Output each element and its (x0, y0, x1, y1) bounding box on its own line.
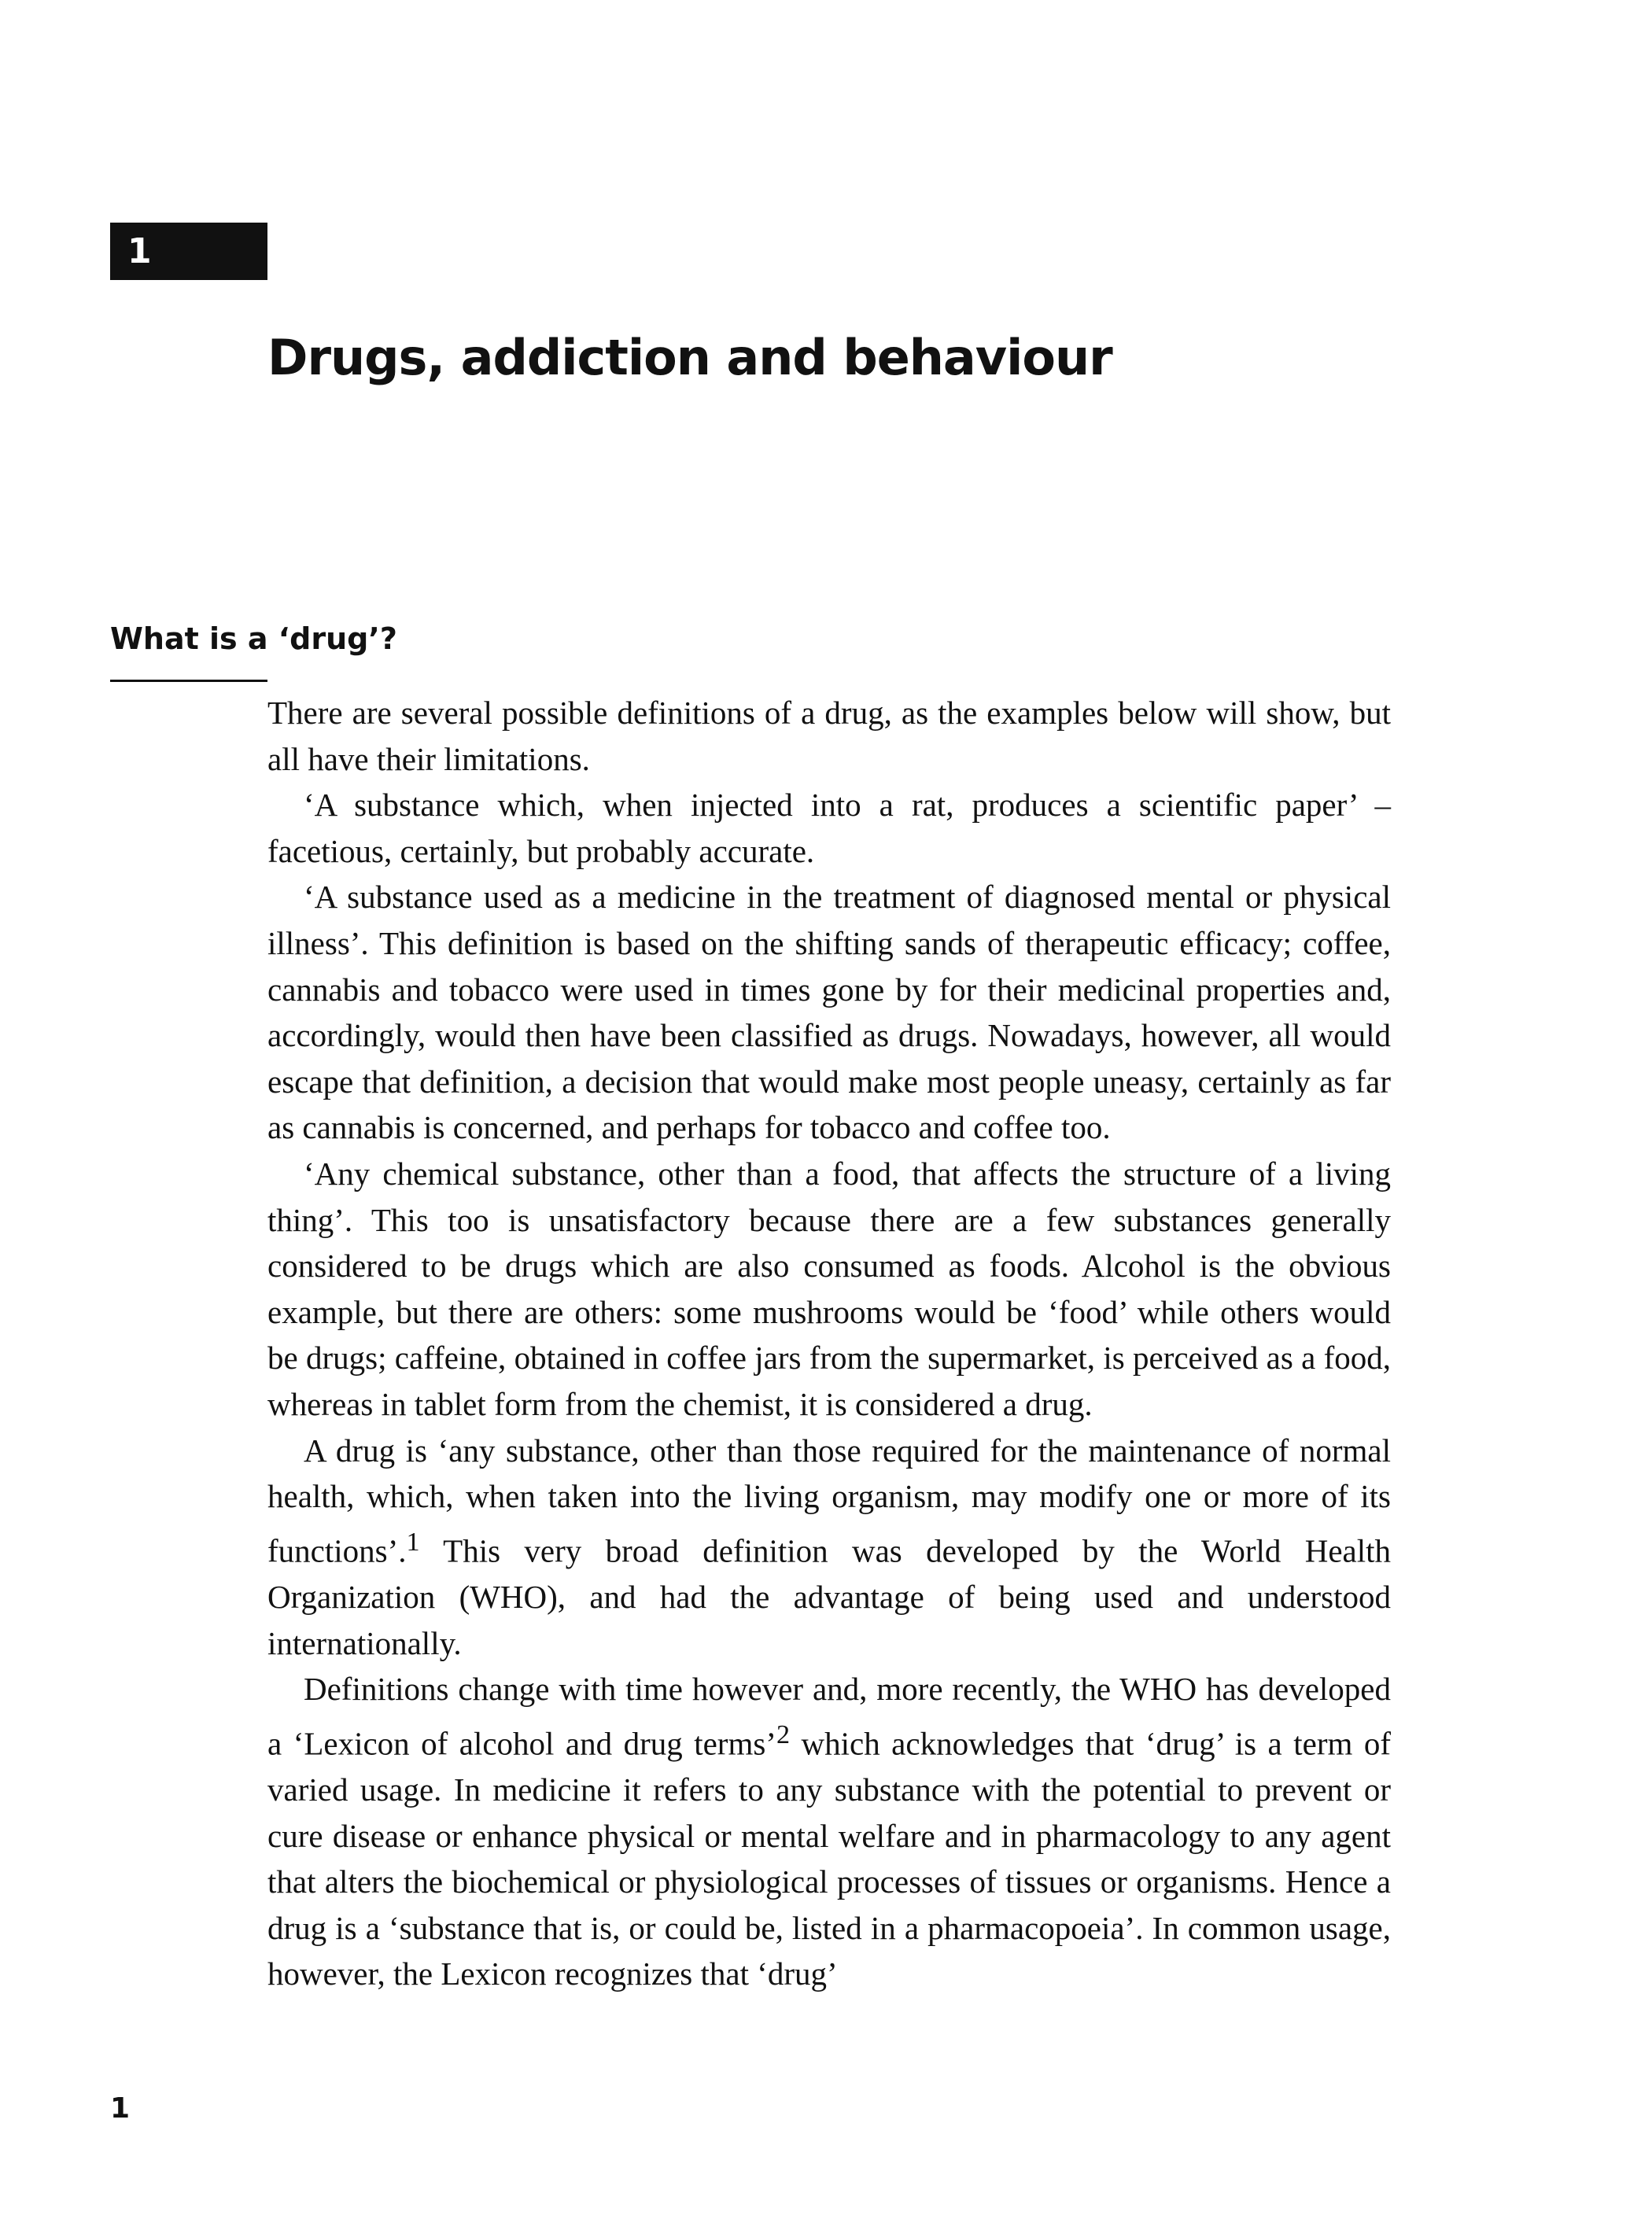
paragraph-2: ‘A substance which, when injected into a rat, produces a scientific paper’ – facetious, certainly, but probably accurate. (267, 787, 1391, 869)
chapter-title: Drugs, addiction and behaviour (267, 329, 1112, 386)
body-text (267, 690, 1391, 1997)
paragraph-6-text-after: which acknowledges that ‘drug’ is a term of varied usage. In medicine it refers to any substance with the potential to prevent or cure disease or enhance physical or mental welfare and in pharmacology to any agent that alters the biochemical or physiological processes of tissues or organisms. Hence a drug is a ‘substance that is, or could be, listed in a pharmacopoeia’. In common usage, however, the Lexicon recognizes that ‘drug’ (267, 1725, 1391, 1992)
chapter-number: 1 (127, 231, 152, 271)
page-number: 1 (110, 2092, 131, 2125)
chapter-number-box (110, 223, 267, 280)
paragraph-3: ‘A substance used as a medicine in the treatment of diagnosed mental or physical illness’. This definition is based on the shifting sands of therapeutic efficacy; coffee, cannabis and tobacco were used in times gone by for their medicinal properties and, accordingly, would then have been classified as drugs. Nowadays, however, all would escape that definition, a decision that would make most people uneasy, certainly as far as cannabis is concerned, and perhaps for tobacco and coffee too. (267, 879, 1391, 1146)
paragraph-5-text-before: A drug is ‘any substance, other than those required for the maintenance of normal health, which, when taken into the living organism, may modify one or more of its functions’. (267, 1432, 1391, 1569)
paragraph-4: ‘Any chemical substance, other than a food, that affects the structure of a living thing’. This too is unsatisfactory because there are a few substances generally considered to be drugs which are also consumed as foods. Alcohol is the obvious example, but there are others: some mushrooms would be ‘food’ while others would be drugs; caffeine, obtained in coffee jars from the supermarket, is perceived as a food, whereas in tablet form from the chemist, it is considered a drug. (267, 1155, 1391, 1422)
paragraph-1: There are several possible definitions of a drug, as the examples below will show, but all have their limitations. (267, 695, 1391, 777)
paragraph-5-text-after: This very broad definition was developed by the World Health Organization (WHO), and had the advantage of being used and understood internationally. (267, 1532, 1391, 1661)
paragraph-5 (267, 1428, 1391, 1667)
section-rule (110, 680, 267, 682)
paragraph-6 (267, 1666, 1391, 1997)
footnote-ref-1: 1 (406, 1527, 420, 1557)
paragraph-6-text-before: Definitions change with time however and, more recently, the WHO has developed a ‘Lexicon of alcohol and drug terms’ (267, 1671, 1391, 1762)
section-heading: What is a ‘drug’? (110, 621, 397, 656)
footnote-ref-2: 2 (776, 1720, 791, 1749)
